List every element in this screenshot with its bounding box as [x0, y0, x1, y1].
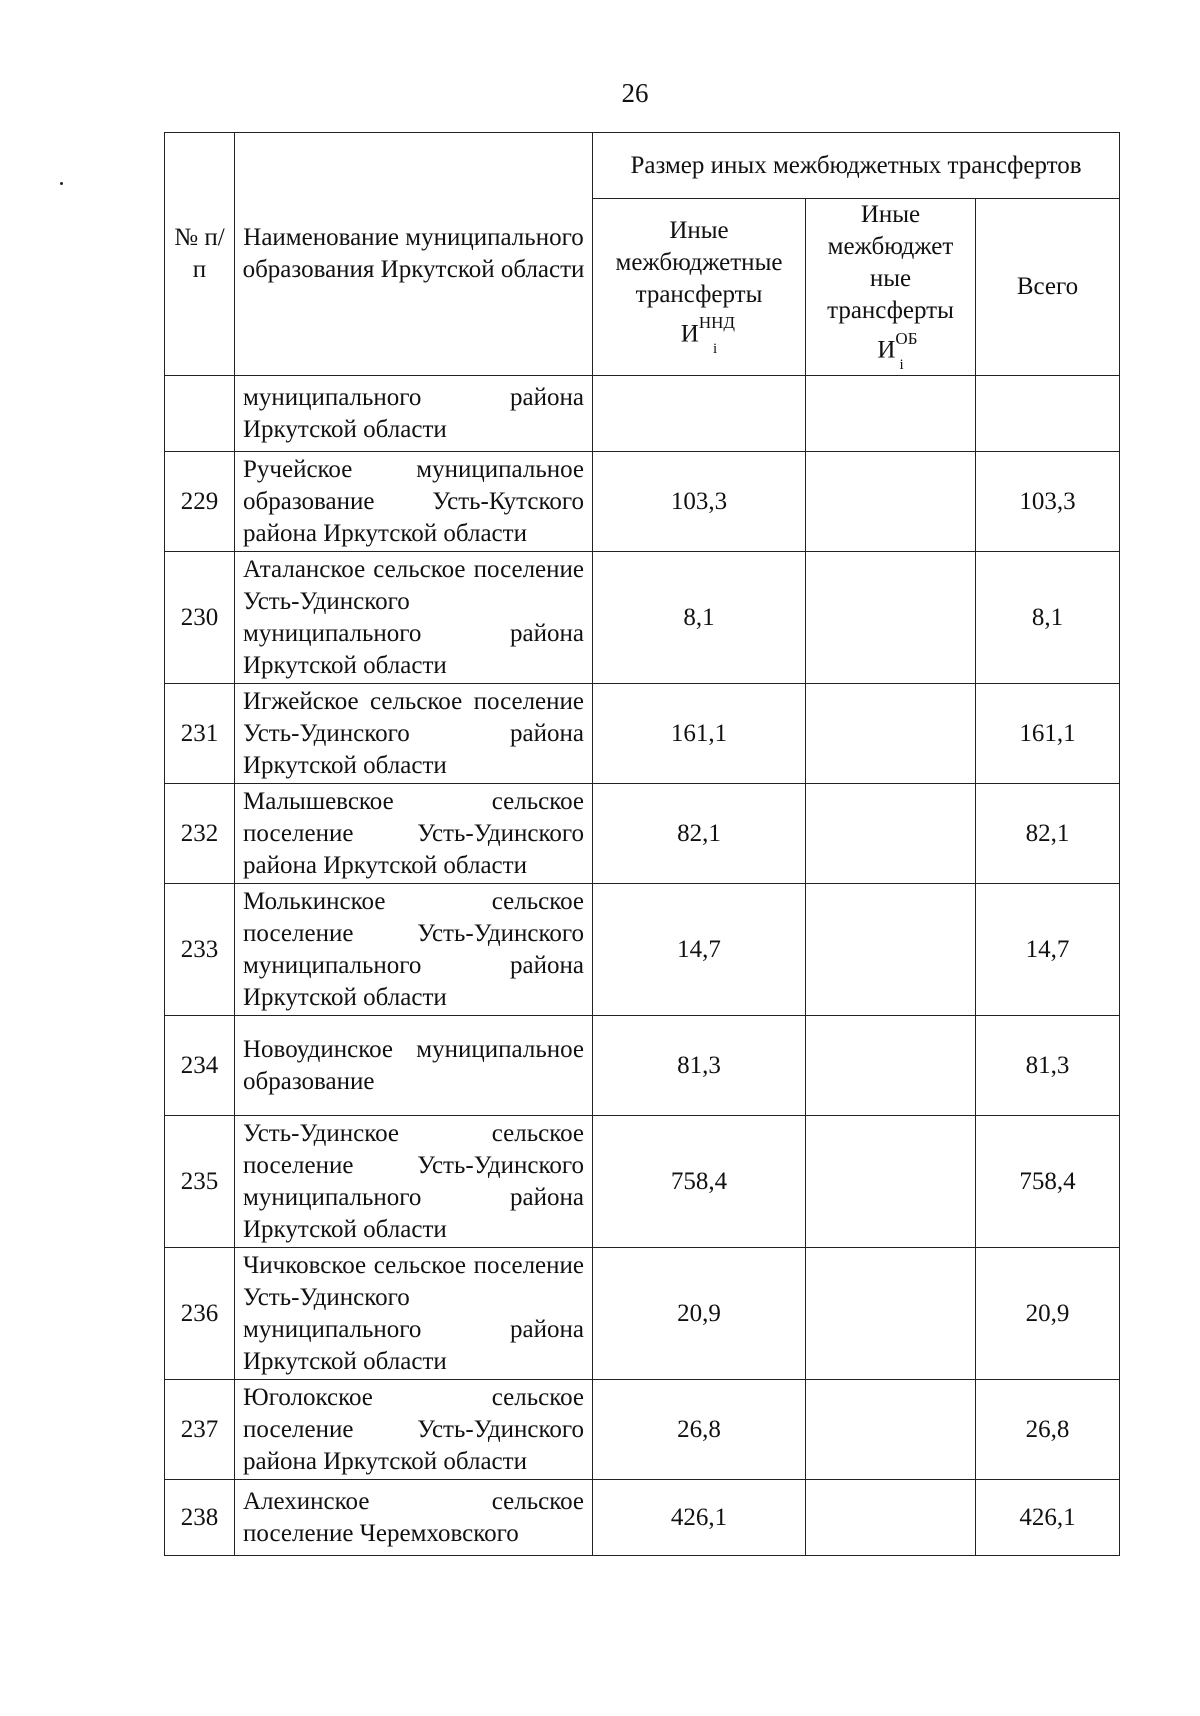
- header-num: № п/п: [165, 133, 235, 376]
- transfers-table: [164, 132, 1120, 1556]
- row-name: Чичковское сельское поселение Усть-Удинского муниципального района Иркутской области: [235, 1248, 593, 1380]
- row-total: 20,9: [976, 1248, 1120, 1380]
- page-number: 26: [621, 78, 649, 108]
- header-ob-text: Иные межбюджет ные трансферты: [827, 201, 954, 324]
- row-nnd: 81,3: [593, 1016, 806, 1116]
- row-ob: [806, 1480, 976, 1556]
- row-total: 758,4: [976, 1116, 1120, 1248]
- table-row: [165, 1248, 1120, 1380]
- header-name: Наименование муниципального образования Иркутской области: [235, 133, 593, 376]
- table-row: [165, 784, 1120, 884]
- row-ob: [806, 684, 976, 784]
- row-total: 81,3: [976, 1016, 1120, 1116]
- header-nnd-symbol: $И^{ННД}_i$: [680, 313, 736, 358]
- header-nnd: [593, 199, 806, 376]
- row-name: Молькинское сельское поселение Усть-Удинского муниципального района Иркутской области: [235, 884, 593, 1016]
- table-row: [165, 884, 1120, 1016]
- row-nnd: 82,1: [593, 784, 806, 884]
- row-ob: [806, 884, 976, 1016]
- row-name: Юголокское сельское поселение Усть-Удинского района Иркутской области: [235, 1380, 593, 1480]
- row-name: Аталанское сельское поселение Усть-Удинского муниципального района Иркутской области: [235, 552, 593, 684]
- row-name: Малышевское сельское поселение Усть-Удинского района Иркутской области: [235, 784, 593, 884]
- row-num: 235: [165, 1116, 235, 1248]
- row-num: 236: [165, 1248, 235, 1380]
- row-total: 82,1: [976, 784, 1120, 884]
- row-total: 26,8: [976, 1380, 1120, 1480]
- row-name: Новоудинское муниципальное образование: [235, 1016, 593, 1116]
- header-group: Размер иных межбюджетных трансфертов: [593, 133, 1120, 199]
- table-row: [165, 1480, 1120, 1556]
- row-num: 237: [165, 1380, 235, 1480]
- row-nnd: [593, 376, 806, 452]
- table-row: [165, 684, 1120, 784]
- row-num: 229: [165, 452, 235, 552]
- header-nnd-text: Иные межбюджетные трансферты: [615, 217, 783, 308]
- row-nnd: 26,8: [593, 1380, 806, 1480]
- row-total: [976, 376, 1120, 452]
- row-nnd: 426,1: [593, 1480, 806, 1556]
- row-num: 232: [165, 784, 235, 884]
- table-row: [165, 1016, 1120, 1116]
- row-ob: [806, 376, 976, 452]
- row-name: Ручейское муниципальное образование Усть-Кутского района Иркутской области: [235, 452, 593, 552]
- table-row: [165, 1116, 1120, 1248]
- row-ob: [806, 784, 976, 884]
- table-row: [165, 1380, 1120, 1480]
- table-row: [165, 452, 1120, 552]
- row-nnd: 20,9: [593, 1248, 806, 1380]
- row-nnd: 103,3: [593, 452, 806, 552]
- row-name: Усть-Удинское сельское поселение Усть-Удинского муниципального района Иркутской области: [235, 1116, 593, 1248]
- row-num: 231: [165, 684, 235, 784]
- row-nnd: 8,1: [593, 552, 806, 684]
- row-num: [165, 376, 235, 452]
- scan-speck: [60, 182, 63, 185]
- row-total: 161,1: [976, 684, 1120, 784]
- row-name: Игжейское сельское поселение Усть-Удинского района Иркутской области: [235, 684, 593, 784]
- row-nnd: 758,4: [593, 1116, 806, 1248]
- row-num: 234: [165, 1016, 235, 1116]
- row-total: 103,3: [976, 452, 1120, 552]
- row-nnd: 14,7: [593, 884, 806, 1016]
- header-ob-symbol: $И^{ОБ}_i$: [877, 329, 918, 374]
- row-num: 233: [165, 884, 235, 1016]
- row-total: 14,7: [976, 884, 1120, 1016]
- row-total: 8,1: [976, 552, 1120, 684]
- row-ob: [806, 1016, 976, 1116]
- table-row: [165, 552, 1120, 684]
- row-nnd: 161,1: [593, 684, 806, 784]
- row-ob: [806, 452, 976, 552]
- row-ob: [806, 1380, 976, 1480]
- row-name: муниципального района Иркутской области: [235, 376, 593, 452]
- row-ob: [806, 552, 976, 684]
- table-row: [165, 376, 1120, 452]
- row-num: 230: [165, 552, 235, 684]
- row-total: 426,1: [976, 1480, 1120, 1556]
- header-total: Всего: [976, 199, 1120, 376]
- row-num: 238: [165, 1480, 235, 1556]
- header-ob: [806, 199, 976, 376]
- row-ob: [806, 1248, 976, 1380]
- row-ob: [806, 1116, 976, 1248]
- row-name: Алехинское сельское поселение Черемховского: [235, 1480, 593, 1556]
